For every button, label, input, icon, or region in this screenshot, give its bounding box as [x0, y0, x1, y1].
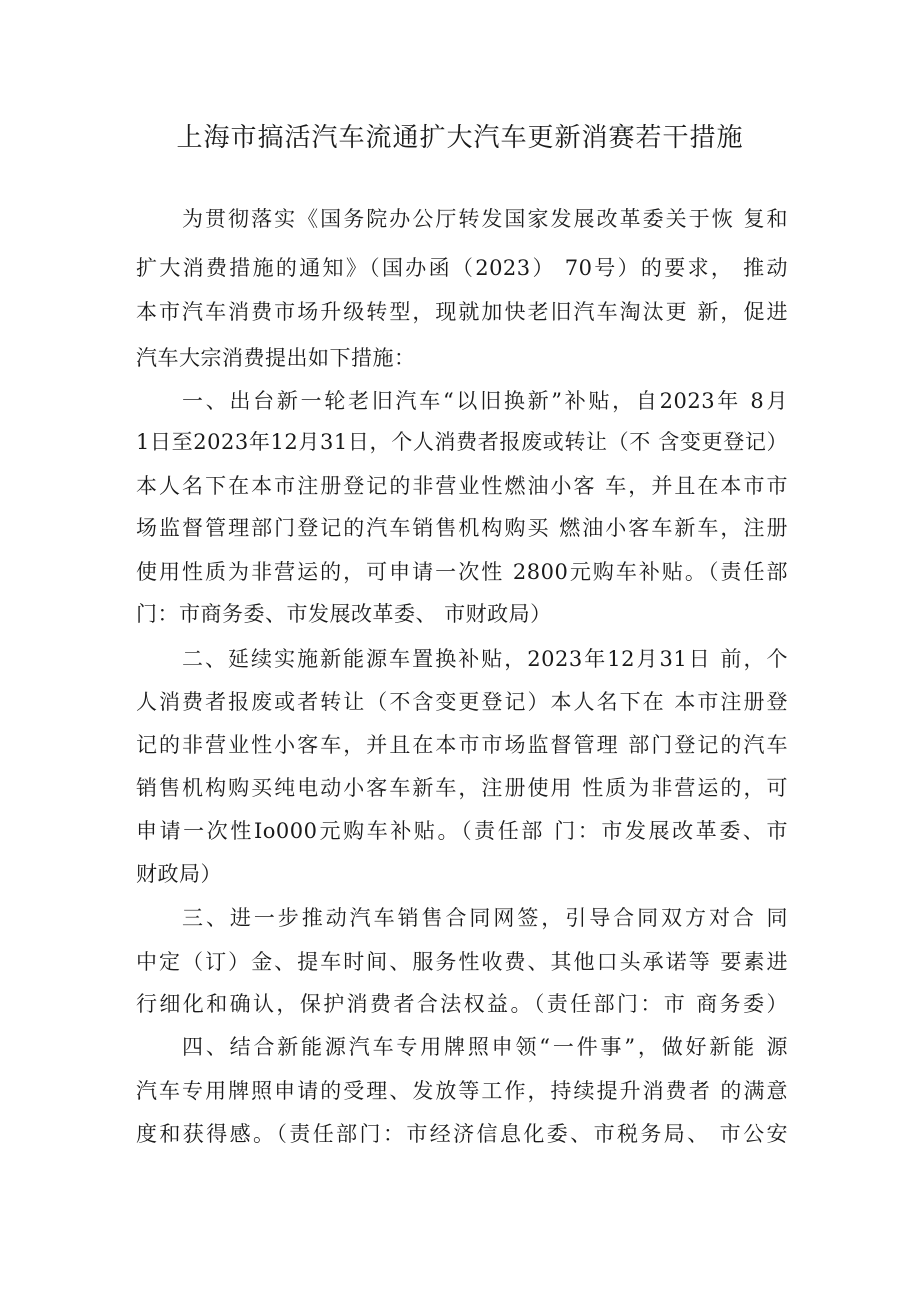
text-line: 为贯彻落实《国务院办公厅转发国家发展改革委关于恢 复和	[182, 207, 788, 231]
text-line: 申请一次性Io000元购车补贴。（责任部 门：市发展改革委、市	[136, 819, 788, 843]
text-line: 度和获得感。（责任部门：市经济信息化委、市税务局、 市公安	[136, 1122, 788, 1146]
text-line: 记的非营业性小客车，并且在本市市场监督管理 部门登记的汽车	[136, 733, 788, 757]
text-line: 1日至2023年12月31日，个人消费者报废或转让（不 含变更登记）	[136, 430, 788, 454]
text-line: 二、延续实施新能源车置换补贴，2023年12月31日 前，个	[182, 647, 788, 671]
text-line: 扩大消费措施的通知》（国办函（2023） 70号）的要求， 推动	[136, 256, 788, 280]
text-line: 一、出台新一轮老旧汽车“以旧换新”补贴，自2023年 8月	[182, 389, 788, 413]
text-line: 门：市商务委、市发展改革委、 市财政局）	[136, 602, 552, 626]
text-line: 销售机构购买纯电动小客车新车，注册使用 性质为非营运的，可	[136, 776, 788, 800]
text-line: 本市汽车消费市场升级转型，现就加快老旧汽车淘汰更 新，促进	[136, 300, 788, 324]
text-line: 汽车专用牌照申请的受理、发放等工作，持续提升消费者 的满意	[136, 1079, 788, 1103]
text-line: 行细化和确认，保护消费者合法权益。（责任部门：市 商务委）	[136, 992, 788, 1016]
text-line: 三、进一步推动汽车销售合同网签，引导合同双方对合 同	[182, 906, 788, 930]
document-title: 上海市搞活汽车流通扩大汽车更新消赛若干措施	[176, 123, 744, 153]
text-line: 本人名下在本市注册登记的非营业性燃油小客 车，并且在本市市	[136, 474, 788, 498]
text-line: 场监督管理部门登记的汽车销售机构购买 燃油小客车新车，注册	[136, 516, 788, 540]
text-line: 使用性质为非营运的，可申请一次性 2800元购车补贴。（责任部	[136, 560, 788, 584]
text-line: 财政局）	[136, 862, 222, 886]
text-line: 四、结合新能源汽车专用牌照申领“一件事”，做好新能 源	[182, 1035, 788, 1059]
text-line: 汽车大宗消费提出如下措施：	[136, 346, 416, 370]
text-line: 中定（订）金、提车时间、服务性收费、其他口头承诺等 要素进	[136, 950, 788, 974]
text-line: 人消费者报废或者转让（不含变更登记）本人名下在 本市注册登	[136, 690, 788, 714]
